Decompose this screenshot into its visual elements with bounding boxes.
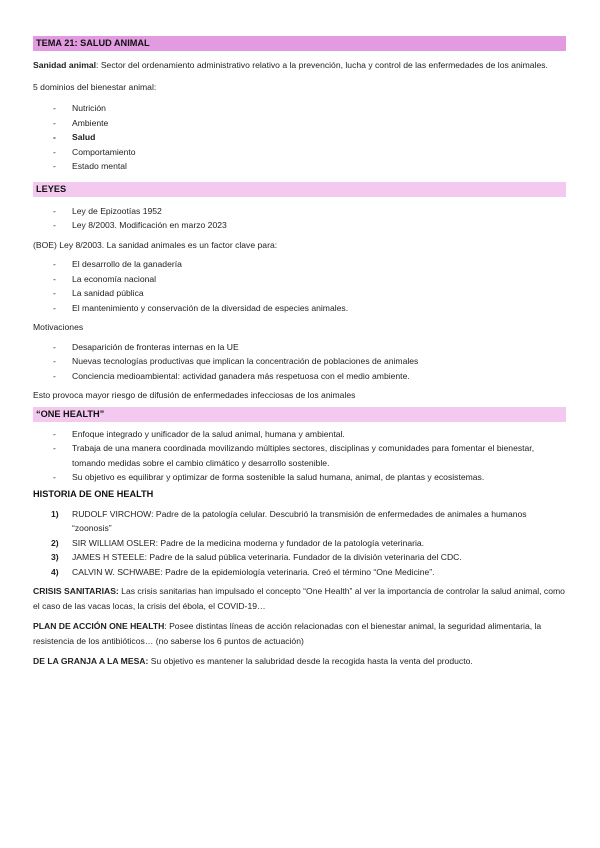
granja-text: Su objetivo es mantener la salubridad desde la recogida hasta la venta del producto.	[148, 656, 473, 666]
list-item: - Ley 8/2003. Modificación en marzo 2023	[33, 218, 566, 233]
leyes-list	[33, 204, 566, 233]
list-item: - Comportamiento	[33, 145, 566, 160]
list-item: - Ambiente	[33, 116, 566, 131]
motivaciones-list	[33, 340, 566, 384]
list-item: - Nutrición	[33, 101, 566, 116]
granja-term: DE LA GRANJA A LA MESA:	[33, 656, 149, 666]
section-heading-leyes: LEYES	[33, 182, 566, 197]
list-item: - Desaparición de fronteras internas en la UE	[33, 340, 566, 355]
list-item	[33, 550, 566, 565]
list-text: SIR WILLIAM OSLER: Padre de la medicina moderna y fundador de la patología veterinaria.	[72, 537, 425, 548]
list-item: - Nuevas tecnologías productivas que implican la concentración de poblaciones de animales	[33, 354, 566, 369]
list-number: 1)	[51, 508, 59, 519]
list-text: RUDOLF VIRCHOW: Padre de la patología celular. Descubrió la transmisión de enfermedades de animales a humanos “zoonosis”	[72, 508, 527, 533]
list-item: - Trabaja de una manera coordinada movilizando múltiples sectores, disciplinas y comunidades para fomentar el bienestar, tomando medidas sobre el cambio climático y desarrollo sostenible.	[33, 441, 566, 470]
document-page	[33, 36, 566, 669]
list-item	[33, 507, 566, 536]
one-health-list	[33, 427, 566, 485]
dominios-list	[33, 101, 566, 174]
list-text: CALVIN W. SCHWABE: Padre de la epidemiología veterinaria. Creó el término “One Medicine”.	[72, 566, 435, 577]
list-number: 3)	[51, 552, 59, 562]
page-title: TEMA 21: SALUD ANIMAL	[33, 36, 566, 51]
factores-list	[33, 257, 566, 315]
granja-paragraph	[33, 654, 566, 669]
plan-term: PLAN DE ACCIÓN ONE HEALTH	[33, 621, 165, 631]
list-text: JAMES H STEELE: Padre de la salud pública veterinaria. Fundador de la división veterinaria del CDC.	[72, 552, 462, 562]
list-number: 2)	[51, 537, 59, 548]
conclusion-paragraph: Esto provoca mayor riesgo de difusión de enfermedades infecciosas de los animales	[33, 390, 356, 400]
motivaciones-title: Motivaciones	[33, 322, 84, 332]
sanidad-paragraph	[33, 58, 566, 73]
crisis-text: Las crisis sanitarias han impulsado el concepto “One Health” al ver la importancia de controlar la salud animal, como el caso de las vacas locas, la crisis del ébola, el COVID-19…	[33, 586, 565, 611]
list-item: - Enfoque integrado y unificador de la salud animal, humana y ambiental.	[33, 427, 566, 442]
section-heading-one-health: “ONE HEALTH”	[33, 407, 566, 422]
list-item: - Ley de Epizootías 1952	[33, 204, 566, 219]
dominios-intro: 5 dominios del bienestar animal:	[33, 81, 157, 92]
list-item: - Salud	[33, 130, 566, 145]
list-item	[33, 565, 566, 580]
list-item: - El desarrollo de la ganadería	[33, 257, 566, 272]
sanidad-term: Sanidad animal	[33, 60, 97, 70]
sanidad-definition: : Sector del ordenamiento administrativo relativo a la prevención, lucha y control de las enfermedades de los animales.	[96, 60, 548, 70]
crisis-paragraph	[33, 584, 566, 613]
list-item: - Estado mental	[33, 159, 566, 174]
boe-paragraph: (BOE) Ley 8/2003. La sanidad animales es un factor clave para:	[33, 239, 278, 250]
section-heading-historia: HISTORIA DE ONE HEALTH	[33, 488, 154, 499]
crisis-term: CRISIS SANITARIAS:	[33, 586, 119, 596]
list-item	[33, 536, 566, 551]
list-item: - Su objetivo es equilibrar y optimizar de forma sostenible la salud humana, animal, de plantas y ecosistemas.	[33, 470, 566, 485]
list-item: - La economía nacional	[33, 272, 566, 287]
plan-text: : Posee distintas líneas de acción relacionadas con el bienestar animal, la seguridad alimentaria, la resistencia de los antibióticos… (no saberse los 6 puntos de actuación)	[33, 621, 542, 646]
list-number: 4)	[51, 566, 59, 577]
list-item: - La sanidad pública	[33, 286, 566, 301]
list-item: - Conciencia medioambiental: actividad ganadera más respetuosa con el medio ambiente.	[33, 369, 566, 384]
plan-paragraph	[33, 619, 566, 648]
list-item: - El mantenimiento y conservación de la diversidad de especies animales.	[33, 301, 566, 316]
historia-list	[33, 507, 566, 580]
